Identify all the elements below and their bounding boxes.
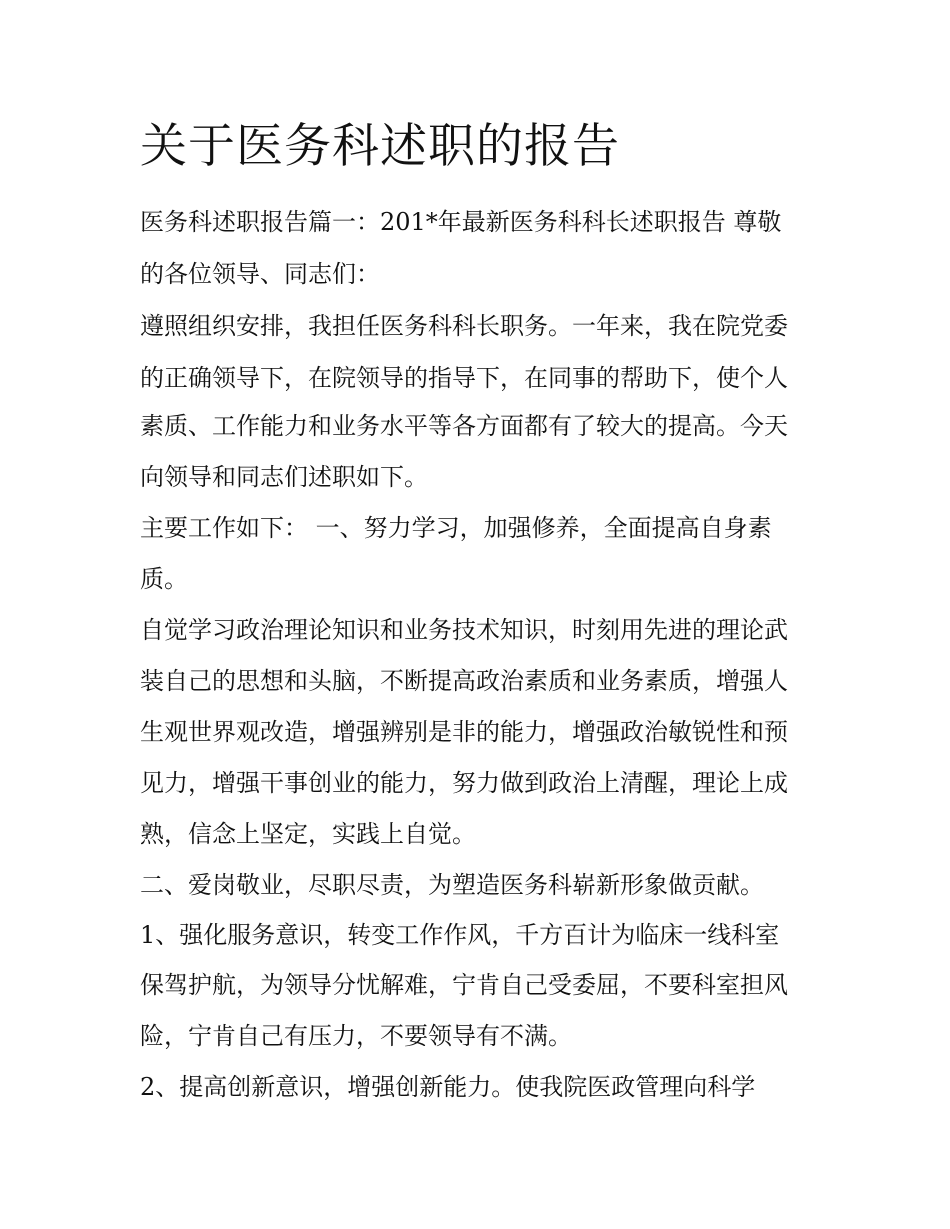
text-line-9: 自觉学习政治理论知识和业务技术知识，时刻用先进的理论武 [140,616,788,644]
text-line-8: 质。 [140,565,188,593]
text-line-14: 二、爱岗敬业，尽职尽责，为塑造医务科崭新形象做贡献。 [140,871,764,899]
text-line-15: 1、强化服务意识，转变工作作风，千方百计为临床一线科室 [140,921,780,949]
text-line-5: 素质、工作能力和业务水平等各方面都有了较大的提高。今天 [140,412,788,440]
text-line-6: 向领导和同志们述职如下。 [140,463,428,491]
text-line-10: 装自己的思想和头脑，不断提高政治素质和业务素质，增强人 [140,667,788,695]
text-line-12: 见力，增强干事创业的能力，努力做到政治上清醒，理论上成 [140,769,788,797]
text-line-2: 的各位领导、同志们： [140,260,380,288]
text-line-13: 熟，信念上坚定，实践上自觉。 [140,820,476,848]
text-line-18: 2、提高创新意识，增强创新能力。使我院医政管理向科学 [140,1073,756,1101]
text-line-4: 的正确领导下，在院领导的指导下，在同事的帮助下，使个人 [140,364,788,392]
text-line-1: 医务科述职报告篇一：201*年最新医务科科长述职报告 尊敬 [140,208,782,236]
text-line-3: 遵照组织安排，我担任医务科科长职务。一年来，我在院党委 [140,312,788,340]
text-line-11: 生观世界观改造，增强辨别是非的能力，增强政治敏锐性和预 [140,718,788,746]
text-line-7: 主要工作如下： 一、努力学习，加强修养，全面提高自身素 [140,514,772,542]
text-line-16: 保驾护航，为领导分忧解难，宁肯自己受委屈，不要科室担风 [140,971,788,999]
document-title: 关于医务科述职的报告 [140,119,620,174]
text-line-17: 险，宁肯自己有压力，不要领导有不满。 [140,1022,572,1050]
